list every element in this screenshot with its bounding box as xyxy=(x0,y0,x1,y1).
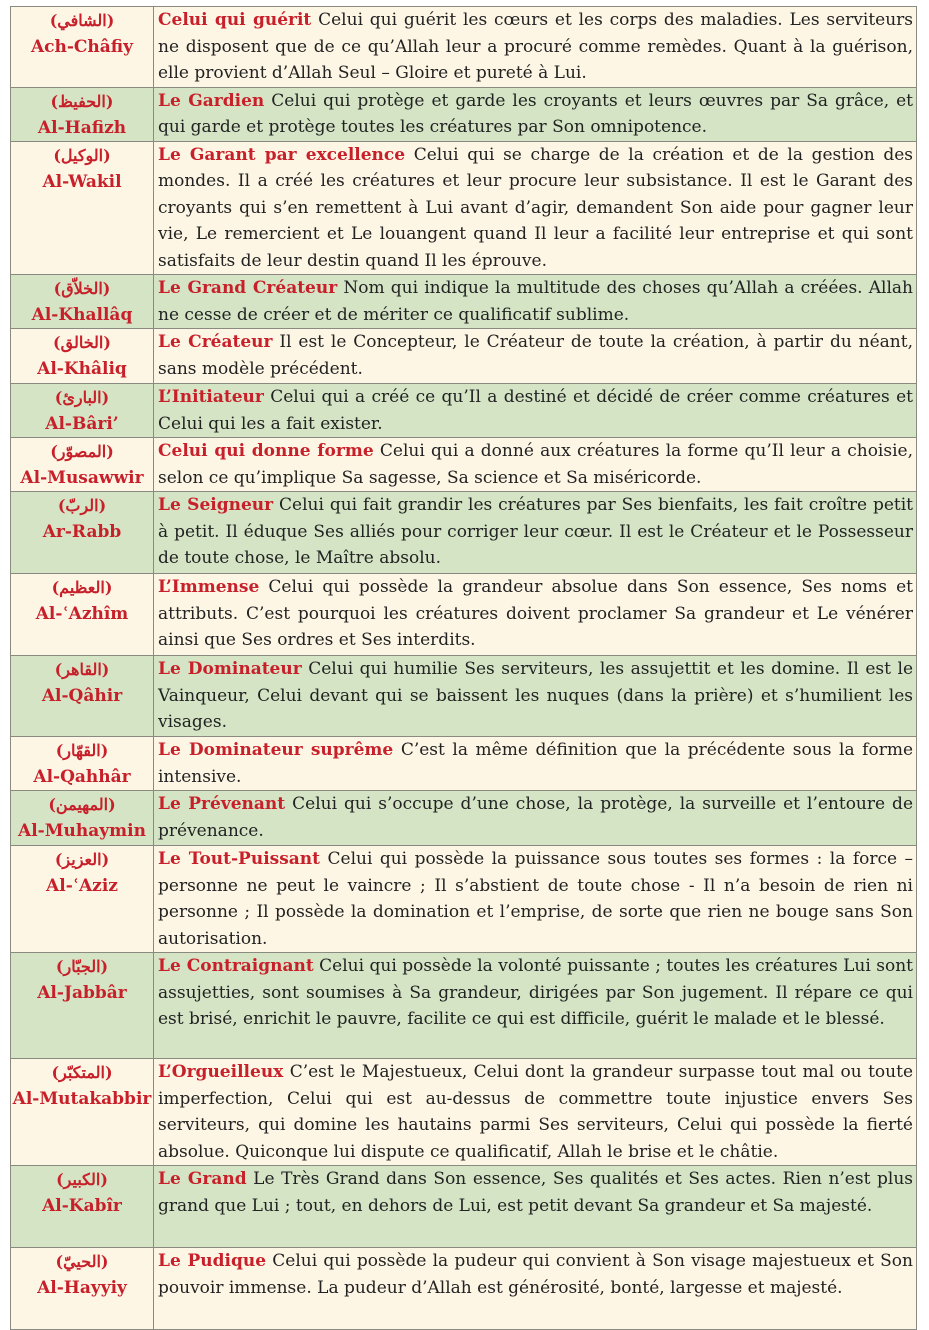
french-name-title: L’Immense xyxy=(158,577,260,597)
transliterated-name: Ach-Châfiy xyxy=(30,37,134,57)
arabic-name: (القهّار) xyxy=(55,741,109,760)
name-row xyxy=(11,574,917,656)
french-name-title: Le Garant par excellence xyxy=(158,144,406,165)
french-name-title: Le Dominateur xyxy=(158,659,302,679)
description-cell xyxy=(154,1166,917,1248)
arabic-name: (الوكيل) xyxy=(53,145,111,165)
name-cell xyxy=(11,656,154,737)
transliterated-name: Al-Wakil xyxy=(42,171,122,192)
french-name-title: Le Créateur xyxy=(158,332,273,352)
french-name-title: Le Dominateur suprême xyxy=(158,740,394,760)
french-name-title: Le Contraignant xyxy=(158,956,314,976)
french-name-title: Le Seigneur xyxy=(158,495,274,515)
description-cell xyxy=(154,438,917,492)
description-cell xyxy=(154,846,917,953)
names-table xyxy=(10,6,917,1330)
name-row xyxy=(11,791,917,846)
french-name-title: Le Tout-Puissant xyxy=(158,849,321,869)
french-name-title: L’Orgueilleux xyxy=(158,1062,284,1082)
transliterated-name: Al-Mutakabbir xyxy=(12,1089,152,1109)
transliterated-name: Al-Musawwir xyxy=(20,468,144,488)
name-cell xyxy=(11,492,154,574)
transliterated-name: Al-Hafizh xyxy=(37,117,127,138)
transliterated-name: Al-ʿAziz xyxy=(46,876,118,896)
arabic-name: (المهيمن) xyxy=(48,795,116,814)
description-cell xyxy=(154,737,917,791)
name-cell xyxy=(11,275,154,329)
name-cell xyxy=(11,7,154,88)
description-text: Celui qui possède la volonté puissante ; toutes les créatures Lui sont assujetties, sont soumises à Sa grandeur, dirigées par Son jugement. Il répare ce qui est brisé, enrichit le pauvre, facilite ce qui est difficile, guérit le malade et le blessé. xyxy=(158,956,913,1029)
description-text: Il est le Concepteur, le Créateur de toute la création, à partir du néant, sans modèle précédent. xyxy=(158,332,913,379)
description-cell xyxy=(154,7,917,88)
description-cell xyxy=(154,953,917,1059)
name-row xyxy=(11,438,917,492)
description-text: C’est la même définition que la précédente sous la forme intensive. xyxy=(158,740,913,787)
arabic-name: (الربّ) xyxy=(57,496,107,515)
arabic-name: (الحفيظ) xyxy=(50,91,114,111)
description-text: Le Très Grand dans Son essence, Ses qualités et Ses actes. Rien n’est plus grand que Lui ; tout, en dehors de Lui, est petit devant Sa grandeur et Sa majesté. xyxy=(158,1169,913,1216)
name-row xyxy=(11,846,917,953)
description-text: Celui qui se charge de la création et de la gestion des mondes. Il a créé les créatures et leur procure leur subsistance. Il est le Garant des croyants qui s’en remettent à Lui avant d’agir, demandent Son aide pour gagner leur vie, Le remercient et Le louangent quand Il leur a facilité leur entreprise et qui sont satisfaits de leur destin quand Il les éprouve. xyxy=(158,144,913,271)
description-text: C’est le Majestueux, Celui dont la grandeur surpasse tout mal ou toute imperfection, Celui qui est au-dessus de commettre toute injustice envers Ses serviteurs, qui domine les hautains parmi Ses serviteurs, Celui qui possède la fierté absolue. Quiconque lui dispute ce qualificatif, Allah le brise et le châtie. xyxy=(158,1062,914,1162)
name-cell xyxy=(11,329,154,384)
name-row xyxy=(11,953,917,1059)
french-name-title: Celui qui donne forme xyxy=(158,441,374,461)
french-name-title: Le Prévenant xyxy=(158,794,286,814)
transliterated-name: Al-Khâliq xyxy=(37,359,127,379)
description-text: Celui qui guérit les cœurs et les corps des maladies. Les serviteurs ne disposent que de ce qu’Allah leur a procuré comme remèdes. Quant à la guérison, elle provient d’Allah Seul – Gloire et pureté à Lui. xyxy=(158,10,914,83)
arabic-name: (الجبّار) xyxy=(55,957,109,976)
name-row xyxy=(11,7,917,88)
name-row xyxy=(11,275,917,329)
arabic-name: (القاهر) xyxy=(54,660,110,679)
arabic-name: (المتكبّر) xyxy=(51,1063,113,1082)
name-row xyxy=(11,384,917,438)
name-row xyxy=(11,87,917,141)
name-row xyxy=(11,141,917,275)
name-cell xyxy=(11,791,154,846)
description-text: Celui qui possède la pudeur qui convient à Son visage majestueux et Son pouvoir immense. La pudeur d’Allah est générosité, bonté, largesse et majesté. xyxy=(158,1251,913,1298)
transliterated-name: Al-Hayyiy xyxy=(37,1278,127,1298)
description-cell xyxy=(154,141,917,275)
arabic-name: (الحييّ) xyxy=(55,1252,109,1271)
arabic-name: (العظيم) xyxy=(51,578,113,597)
name-cell xyxy=(11,1248,154,1330)
description-cell xyxy=(154,492,917,574)
transliterated-name: Al-Muhaymin xyxy=(18,821,146,841)
names-table-body xyxy=(11,7,917,1330)
name-row xyxy=(11,656,917,737)
description-text: Celui qui possède la grandeur absolue dans Son essence, Ses noms et attributs. C’est pourquoi les créatures doivent proclamer Sa grandeur et Le vénérer ainsi que Ses ordres et Ses interdits. xyxy=(158,577,913,650)
name-cell xyxy=(11,737,154,791)
transliterated-name: Al-Qâhir xyxy=(41,686,123,706)
description-cell xyxy=(154,1059,917,1166)
description-cell xyxy=(154,275,917,329)
name-cell xyxy=(11,1059,154,1166)
name-cell xyxy=(11,384,154,438)
transliterated-name: Al-Kabîr xyxy=(42,1196,122,1216)
transliterated-name: Al-Bâri’ xyxy=(45,414,119,434)
transliterated-name: Al-ʿAzhîm xyxy=(35,604,129,624)
transliterated-name: Al-Jabbâr xyxy=(37,983,127,1003)
description-cell xyxy=(154,574,917,656)
transliterated-name: Al-Qahhâr xyxy=(33,767,131,787)
description-text: Celui qui humilie Ses serviteurs, les assujettit et les domine. Il est le Vainqueur, Celui devant qui se baissent les nuques (dans la prière) et s’humilient les visages. xyxy=(158,659,914,732)
description-text: Celui qui a créé ce qu’Il a destiné et décidé de créer comme créatures et Celui qui les a fait exister. xyxy=(158,387,914,434)
description-cell xyxy=(154,1248,917,1330)
french-name-title: Le Grand xyxy=(158,1169,247,1189)
description-text: Celui qui s’occupe d’une chose, la protège, la surveille et l’entoure de prévenance. xyxy=(158,794,914,841)
description-text: Celui qui fait grandir les créatures par Ses bienfaits, les fait croître petit à petit. Il éduque Ses alliés pour corriger leur cœur. Il est le Créateur et le Possesseur de toute chose, le Maître absolu. xyxy=(158,495,913,568)
name-cell xyxy=(11,438,154,492)
name-cell xyxy=(11,141,154,275)
description-text: Celui qui possède la puissance sous toutes ses formes : la force – personne ne peut le vaincre ; Il s’abstient de toute chose - Il n’a besoin de rien ni personne ; Il possède la domination et l’emprise, de sorte que rien ne bouge sans Son autorisation. xyxy=(158,849,914,949)
name-cell xyxy=(11,1166,154,1248)
name-row xyxy=(11,737,917,791)
french-name-title: Celui qui guérit xyxy=(158,10,312,30)
arabic-name: (الخلاّق) xyxy=(53,279,111,298)
arabic-name: (البارئ) xyxy=(54,388,110,407)
french-name-title: Le Gardien xyxy=(158,90,265,111)
arabic-name: (الشافي) xyxy=(49,11,115,30)
arabic-name: (الخالق) xyxy=(53,333,111,352)
description-text: Nom qui indique la multitude des choses qu’Allah a créées. Allah ne cesse de créer et de mériter ce qualificatif sublime. xyxy=(158,278,913,325)
name-cell xyxy=(11,846,154,953)
description-cell xyxy=(154,87,917,141)
transliterated-name: Al-Khallâq xyxy=(31,305,133,325)
name-row xyxy=(11,1059,917,1166)
name-cell xyxy=(11,574,154,656)
name-row xyxy=(11,329,917,384)
name-cell xyxy=(11,87,154,141)
description-cell xyxy=(154,384,917,438)
description-cell xyxy=(154,791,917,846)
description-text: Celui qui a donné aux créatures la forme qu’Il leur a choisie, selon ce qu’implique Sa sagesse, Sa science et Sa miséricorde. xyxy=(158,441,913,488)
name-row xyxy=(11,1166,917,1248)
french-name-title: Le Grand Créateur xyxy=(158,278,338,298)
description-cell xyxy=(154,656,917,737)
arabic-name: (العزيز) xyxy=(54,850,110,869)
transliterated-name: Ar-Rabb xyxy=(42,522,122,542)
french-name-title: L’Initiateur xyxy=(158,387,264,407)
name-cell xyxy=(11,953,154,1059)
french-name-title: Le Pudique xyxy=(158,1251,267,1271)
arabic-name: (الكبير) xyxy=(56,1170,108,1189)
name-row xyxy=(11,492,917,574)
description-cell xyxy=(154,329,917,384)
arabic-name: (المصوّر) xyxy=(50,442,114,461)
description-text: Celui qui protège et garde les croyants et leurs œuvres par Sa grâce, et qui garde et protège toutes les créatures par Son omnipotence. xyxy=(158,90,913,137)
name-row xyxy=(11,1248,917,1330)
